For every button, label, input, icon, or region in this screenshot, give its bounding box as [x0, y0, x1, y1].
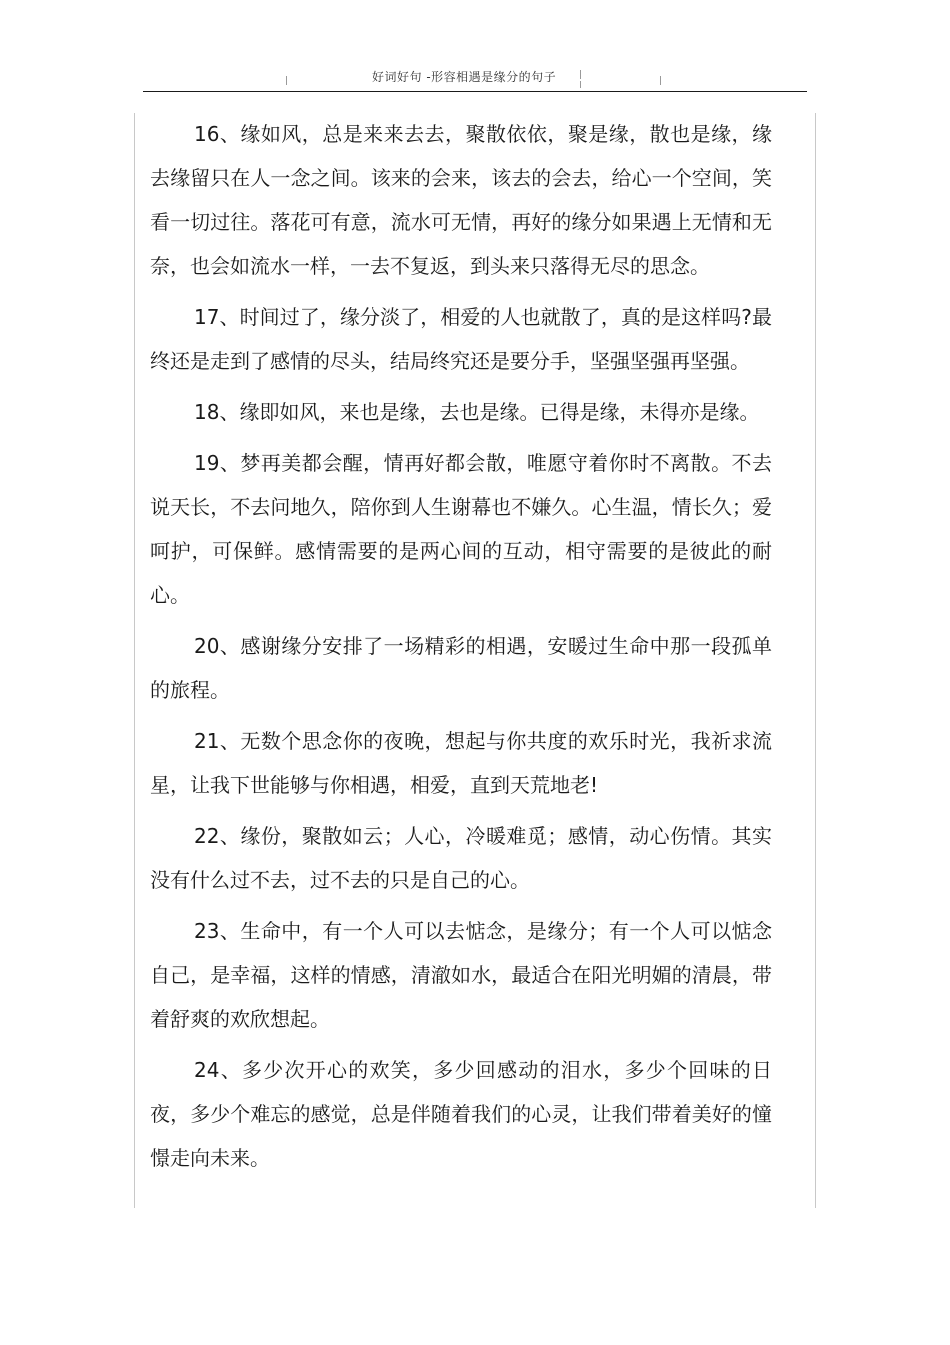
paragraph-24: 24、多少次开心的欢笑，多少回感动的泪水，多少个回味的日夜，多少个难忘的感觉，总是伴随着我们的心灵，让我们带着美好的憧憬走向未来。	[150, 1058, 772, 1170]
header-tick-mark	[286, 76, 287, 85]
paragraph-18: 18、缘即如风，来也是缘，去也是缘。已得是缘，未得亦是缘。	[194, 400, 760, 424]
page-header	[0, 68, 950, 88]
paragraph-20: 20、感谢缘分安排了一场精彩的相遇，安暖过生命中那一段孤单的旅程。	[150, 634, 772, 702]
page-left-border	[134, 113, 135, 1208]
paragraph-22: 22、缘份，聚散如云；人心，冷暖难觅；感情，动心伤情。其实没有什么过不去，过不去的只是自己的心。	[150, 824, 772, 892]
header-tick-mark	[660, 76, 661, 85]
header-tick-mark	[580, 70, 581, 79]
document-body	[150, 112, 772, 1187]
paragraph-16: 16、缘如风，总是来来去去，聚散依依，聚是缘，散也是缘，缘去缘留只在人一念之间。该来的会来，该去的会去，给心一个空间，笑看一切过往。落花可有意，流水可无情，再好的缘分如果遇上无情和无奈，也会如流水一样，一去不复返，到头来只落得无尽的思念。	[150, 122, 772, 278]
paragraph-17: 17、时间过了，缘分淡了，相爱的人也就散了，真的是这样吗?最终还是走到了感情的尽头，结局终究还是要分手，坚强坚强再坚强。	[150, 305, 772, 373]
header-title: 好词好句 -形容相遇是缘分的句子	[372, 70, 557, 84]
header-divider	[143, 91, 807, 92]
paragraph-21: 21、无数个思念你的夜晚，想起与你共度的欢乐时光，我祈求流星，让我下世能够与你相遇，相爱，直到天荒地老!	[150, 729, 772, 797]
paragraph-19: 19、梦再美都会醒，情再好都会散，唯愿守着你时不离散。不去说天长，不去问地久，陪你到人生谢幕也不嫌久。心生温，情长久；爱呵护，可保鲜。感情需要的是两心间的互动，相守需要的是彼此的耐心。	[150, 451, 772, 607]
header-tick-mark	[580, 81, 581, 88]
paragraph-23: 23、生命中，有一个人可以去惦念，是缘分；有一个人可以惦念自己，是幸福，这样的情感，清澈如水，最适合在阳光明媚的清晨，带着舒爽的欢欣想起。	[150, 919, 772, 1031]
page-right-border	[815, 113, 816, 1208]
